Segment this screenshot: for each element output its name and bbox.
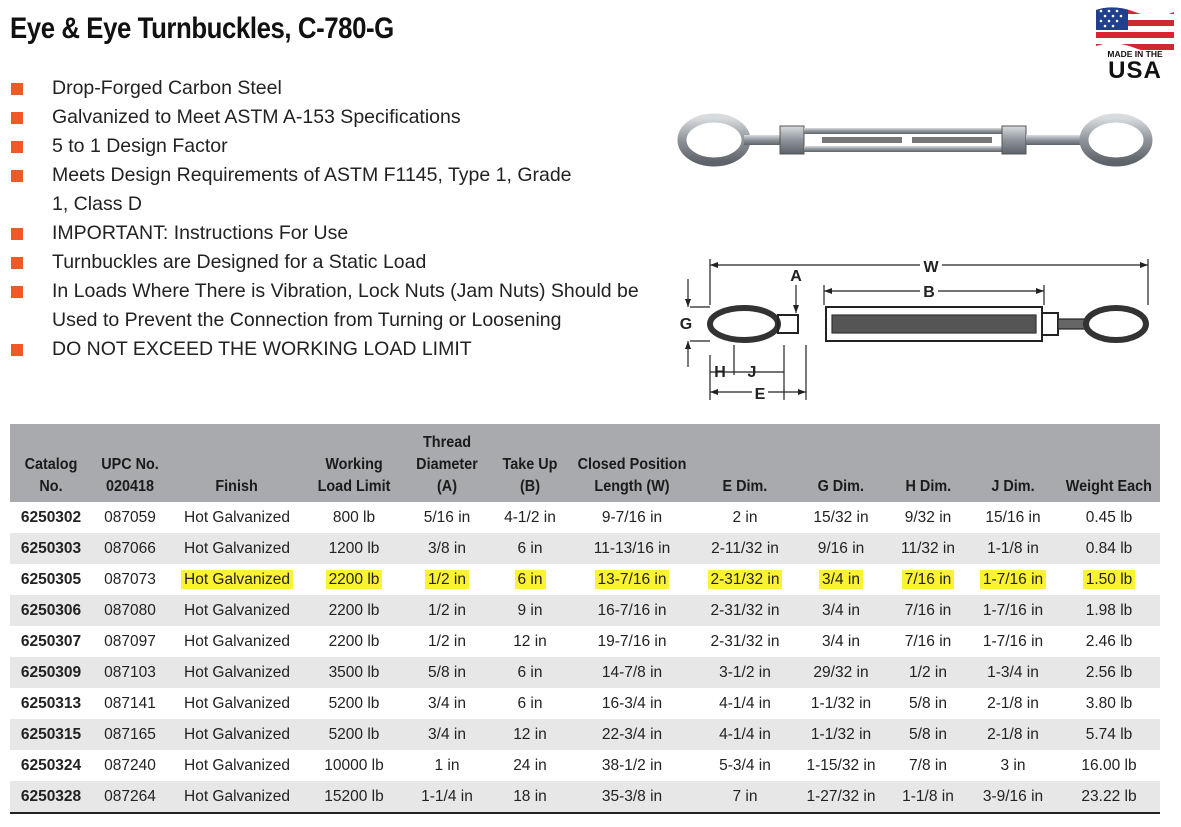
table-cell: 6250309 (20, 663, 82, 681)
table-header-row (10, 424, 1160, 502)
table-cell: 4-1/2 in (504, 508, 556, 526)
table-cell: 15/32 in (813, 508, 869, 526)
bullet-square-icon (11, 141, 23, 153)
table-cell: 15200 lb (324, 787, 384, 805)
table-cell: 5/8 in (909, 725, 947, 743)
table-cell: 38-1/2 in (601, 756, 663, 774)
table-cell: 087080 (104, 601, 156, 619)
table-cell: 6250313 (20, 694, 82, 712)
table-row (10, 502, 1160, 533)
table-cell: 5200 lb (328, 725, 380, 743)
table-cell: 087103 (104, 663, 156, 681)
table-cell: 6 in (517, 663, 543, 681)
table-cell: 5/8 in (909, 694, 947, 712)
bullet-square-icon (11, 170, 23, 182)
table-cell: 1-1/32 in (810, 694, 872, 712)
table-cell: 29/32 in (813, 663, 869, 681)
table-cell: 7/16 in (904, 601, 952, 619)
table-cell: 18 in (513, 787, 547, 805)
table-cell: 1-1/8 in (902, 787, 954, 805)
table-cell: Hot Galvanized (184, 725, 290, 743)
feature-item (10, 335, 650, 364)
table-cell: 087097 (104, 632, 156, 650)
diagram-label-b: B (923, 284, 935, 301)
feature-item (10, 219, 650, 248)
table-cell: 6250307 (20, 632, 82, 650)
dimension-diagram (672, 255, 1160, 405)
table-cell: 1-3/4 in (987, 663, 1039, 681)
table-cell: 22-3/4 in (601, 725, 663, 743)
feature-text: 5 to 1 Design Factor (52, 135, 228, 157)
table-cell: 087165 (104, 725, 156, 743)
table-cell: 1-7/16 in (982, 601, 1044, 619)
table-cell: 3 in (1000, 756, 1026, 774)
table-cell: 16-7/16 in (597, 601, 667, 619)
table-cell: 3/4 in (822, 632, 860, 650)
column-header: Finish (215, 478, 259, 495)
table-cell: 3-1/2 in (719, 663, 771, 681)
diagram-label-h: H (714, 364, 726, 381)
table-cell: 5200 lb (328, 694, 380, 712)
table-cell: 2-31/32 in (696, 564, 794, 595)
table-cell: 3-9/16 in (982, 787, 1044, 805)
table-cell: 23.22 lb (1081, 787, 1137, 805)
table-cell: 2200 lb (328, 632, 380, 650)
table-cell: 1-7/16 in (968, 564, 1058, 595)
table-cell: 2.46 lb (1085, 632, 1133, 650)
table-cell: 2200 lb (328, 601, 380, 619)
bullet-square-icon (11, 83, 23, 95)
table-cell: 7 in (732, 787, 758, 805)
table-cell: 16.00 lb (1081, 756, 1137, 774)
column-header: Working Load Limit (317, 456, 391, 495)
table-cell: 087264 (104, 787, 156, 805)
table-cell: 11-13/16 in (593, 539, 671, 557)
table-cell: 1.50 lb (1058, 564, 1160, 595)
feature-item (10, 248, 650, 277)
table-row (10, 719, 1160, 750)
column-header: J Dim. (991, 478, 1035, 495)
column-header: E Dim. (722, 478, 768, 495)
diagram-label-w: W (923, 259, 939, 276)
table-cell: 6 in (492, 564, 568, 595)
table-cell: 1/2 in (909, 663, 947, 681)
table-cell: 3/4 in (822, 601, 860, 619)
column-header: Closed Position Length (W) (577, 456, 687, 495)
table-cell: 1-1/8 in (987, 539, 1039, 557)
table-cell: 4-1/4 in (719, 725, 771, 743)
feature-text: Meets Design Requirements of ASTM F1145, Type 1, Grade 1, Class D (52, 164, 572, 215)
table-cell: 4-1/4 in (719, 694, 771, 712)
table-bottom-rule (10, 812, 1160, 814)
table-cell: 6250306 (20, 601, 82, 619)
feature-item (10, 132, 650, 161)
turnbuckle-photo (672, 100, 1160, 180)
table-cell: 3/8 in (428, 539, 466, 557)
table-row (10, 688, 1160, 719)
logo-line1: MADE IN THE (1107, 49, 1163, 59)
table-cell: 7/16 in (888, 564, 968, 595)
feature-text: Drop-Forged Carbon Steel (52, 77, 282, 99)
table-cell: 9 in (517, 601, 543, 619)
table-cell: 1200 lb (328, 539, 380, 557)
table-cell: 12 in (513, 725, 547, 743)
table-cell: 087073 (104, 570, 156, 588)
table-cell: 9/32 in (904, 508, 952, 526)
table-cell: 13-7/16 in (568, 564, 696, 595)
table-cell: 35-3/8 in (601, 787, 663, 805)
table-cell: Hot Galvanized (184, 663, 290, 681)
table-cell: 3.80 lb (1085, 694, 1133, 712)
table-cell: 9/16 in (817, 539, 865, 557)
table-cell: 6 in (517, 539, 543, 557)
table-cell: 5/8 in (428, 663, 466, 681)
column-header: Take Up (B) (502, 456, 558, 495)
table-cell: 2 in (732, 508, 758, 526)
table-cell: 1/2 in (402, 564, 492, 595)
feature-text: DO NOT EXCEED THE WORKING LOAD LIMIT (52, 338, 472, 360)
bullet-square-icon (11, 228, 23, 240)
table-cell: 0.45 lb (1085, 508, 1133, 526)
table-cell: 6250303 (20, 539, 82, 557)
table-cell: Hot Galvanized (184, 601, 290, 619)
page-title: Eye & Eye Turnbuckles, C-780-G (10, 12, 394, 45)
bullet-square-icon (11, 112, 23, 124)
table-cell: 1/2 in (428, 632, 466, 650)
feature-text: Turnbuckles are Designed for a Static Load (52, 251, 427, 273)
bullet-square-icon (11, 286, 23, 298)
table-cell: 3/4 in (794, 564, 888, 595)
table-cell: 2-1/8 in (987, 694, 1039, 712)
table-row (10, 626, 1160, 657)
table-cell: 9-7/16 in (601, 508, 663, 526)
table-cell: 19-7/16 in (597, 632, 667, 650)
table-cell: Hot Galvanized (184, 756, 290, 774)
diagram-label-a: A (790, 268, 802, 285)
table-cell: Hot Galvanized (184, 508, 290, 526)
table-cell: Hot Galvanized (184, 787, 290, 805)
table-cell: 087066 (104, 539, 156, 557)
table-cell: 3500 lb (328, 663, 380, 681)
table-cell: 1-15/32 in (806, 756, 876, 774)
column-header: UPC No. 020418 (101, 456, 159, 495)
column-header: H Dim. (905, 478, 951, 495)
table-row (10, 533, 1160, 564)
table-cell: 6 in (517, 694, 543, 712)
table-cell: 1 in (434, 756, 460, 774)
diagram-label-j: J (747, 364, 757, 381)
column-header: Catalog No. (24, 456, 78, 495)
table-row (10, 657, 1160, 688)
table-cell: 6250305 (20, 570, 82, 588)
table-cell: 2-1/8 in (987, 725, 1039, 743)
feature-list (10, 74, 650, 364)
made-in-usa-logo (1094, 4, 1176, 80)
bullet-square-icon (11, 257, 23, 269)
table-cell: 1-1/4 in (421, 787, 473, 805)
table-cell: 6250328 (20, 787, 82, 805)
table-cell: 2200 lb (306, 564, 402, 595)
column-header: Thread Diameter (A) (416, 434, 478, 495)
table-cell: Hot Galvanized (184, 694, 290, 712)
table-cell: 2-11/32 in (711, 539, 779, 557)
specifications-table (10, 424, 1160, 812)
diagram-label-e: E (754, 386, 766, 403)
diagram-label-g: G (679, 316, 693, 333)
table-cell: Hot Galvanized (184, 539, 290, 557)
table-cell: 5/16 in (423, 508, 471, 526)
table-cell: 6250302 (20, 508, 82, 526)
table-cell: 0.84 lb (1085, 539, 1133, 557)
table-cell: 087141 (104, 694, 156, 712)
table-cell: 1.98 lb (1085, 601, 1133, 619)
table-cell: 3/4 in (428, 725, 466, 743)
table-cell: 1-1/32 in (810, 725, 872, 743)
logo-line2: USA (1108, 57, 1162, 80)
table-cell: 15/16 in (985, 508, 1041, 526)
table-cell: 087059 (104, 508, 156, 526)
table-cell: 1/2 in (428, 601, 466, 619)
table-row (10, 750, 1160, 781)
table-cell: 11/32 in (900, 539, 955, 557)
table-cell: 2.56 lb (1085, 663, 1133, 681)
table-cell: 5-3/4 in (719, 756, 771, 774)
feature-text: In Loads Where There is Vibration, Lock Nuts (Jam Nuts) Should be Used to Prevent the Connection from Turning or Loosening (52, 280, 639, 331)
table-cell: 087240 (104, 756, 156, 774)
table-row (10, 781, 1160, 812)
table-row (10, 564, 1160, 595)
table-cell: 6250315 (20, 725, 82, 743)
table-cell: 1-7/16 in (982, 632, 1044, 650)
table-cell: Hot Galvanized (168, 564, 306, 595)
table-cell: 12 in (513, 632, 547, 650)
table-cell: 6250324 (20, 756, 82, 774)
feature-item (10, 161, 572, 219)
table-cell: 7/16 in (904, 632, 952, 650)
table-cell: 800 lb (332, 508, 376, 526)
column-header: G Dim. (817, 478, 865, 495)
table-cell: 5.74 lb (1085, 725, 1133, 743)
table-cell: Hot Galvanized (184, 632, 290, 650)
table-cell: 24 in (513, 756, 547, 774)
feature-text: IMPORTANT: Instructions For Use (52, 222, 349, 244)
feature-item (10, 74, 650, 103)
feature-text: Galvanized to Meet ASTM A-153 Specifications (52, 106, 461, 128)
table-cell: 16-3/4 in (601, 694, 663, 712)
table-cell: 2-31/32 in (710, 632, 780, 650)
table-cell: 10000 lb (324, 756, 384, 774)
table-cell: 2-31/32 in (710, 601, 780, 619)
table-cell: 7/8 in (909, 756, 947, 774)
feature-item (10, 277, 652, 335)
column-header: Weight Each (1065, 478, 1153, 495)
table-row (10, 595, 1160, 626)
feature-item (10, 103, 650, 132)
table-cell: 14-7/8 in (601, 663, 663, 681)
bullet-square-icon (11, 344, 23, 356)
table-cell: 1-27/32 in (806, 787, 876, 805)
table-cell: 3/4 in (428, 694, 466, 712)
